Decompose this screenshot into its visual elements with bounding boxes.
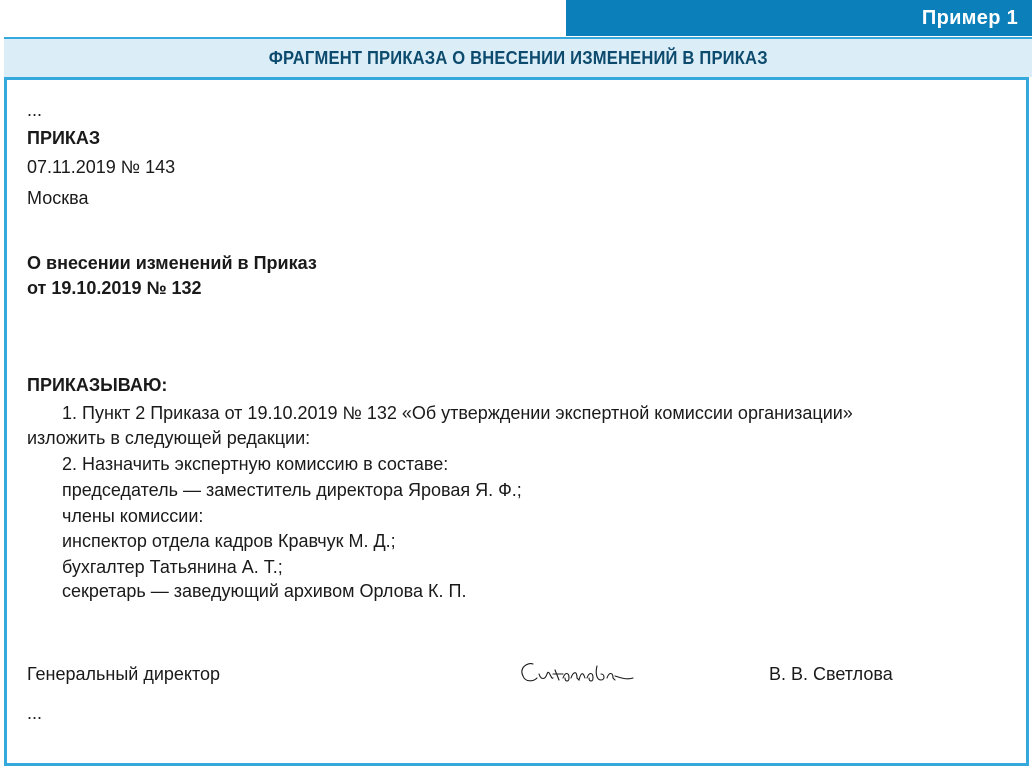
member-line: председатель — заместитель директора Яровая Я. Ф.; [62,480,522,500]
item-1-line-2: изложить в следующей редакции: [27,428,311,448]
ellipsis-bottom: ... [27,703,43,723]
date-number: 07.11.2019 № 143 [27,157,176,177]
ellipsis-top: ... [27,100,43,120]
order-word: ПРИКАЗЫВАЮ: [27,375,168,395]
member-line: инспектор отдела кадров Кравчук М. Д.; [62,531,396,551]
signatory-name: В. В. Светлова [769,664,893,684]
example-label [566,0,1032,36]
example-label-text: Пример 1 [921,6,1018,29]
item-1-line-1: 1. Пункт 2 Приказа от 19.10.2019 № 132 «Об утверждении экспертной комиссии организации» [62,403,853,423]
member-line: бухгалтер Татьянина А. Т.; [62,557,283,577]
member-line: секретарь — заведующий архивом Орлова К. П. [62,581,467,601]
signatory-title: Генеральный директор [27,664,221,684]
city: Москва [27,188,89,208]
document-header [4,37,1032,77]
handwritten-signature [517,656,637,690]
subject-line-2: от 19.10.2019 № 132 [27,278,202,298]
doc-type: ПРИКАЗ [27,128,101,148]
subject-line-1: О внесении изменений в Приказ [27,253,317,273]
document-title: ФРАГМЕНТ ПРИКАЗА О ВНЕСЕНИИ ИЗМЕНЕНИЙ В ПРИКАЗ [268,47,768,68]
member-line: члены комиссии: [62,506,204,526]
item-2: 2. Назначить экспертную комиссию в составе: [62,454,449,474]
